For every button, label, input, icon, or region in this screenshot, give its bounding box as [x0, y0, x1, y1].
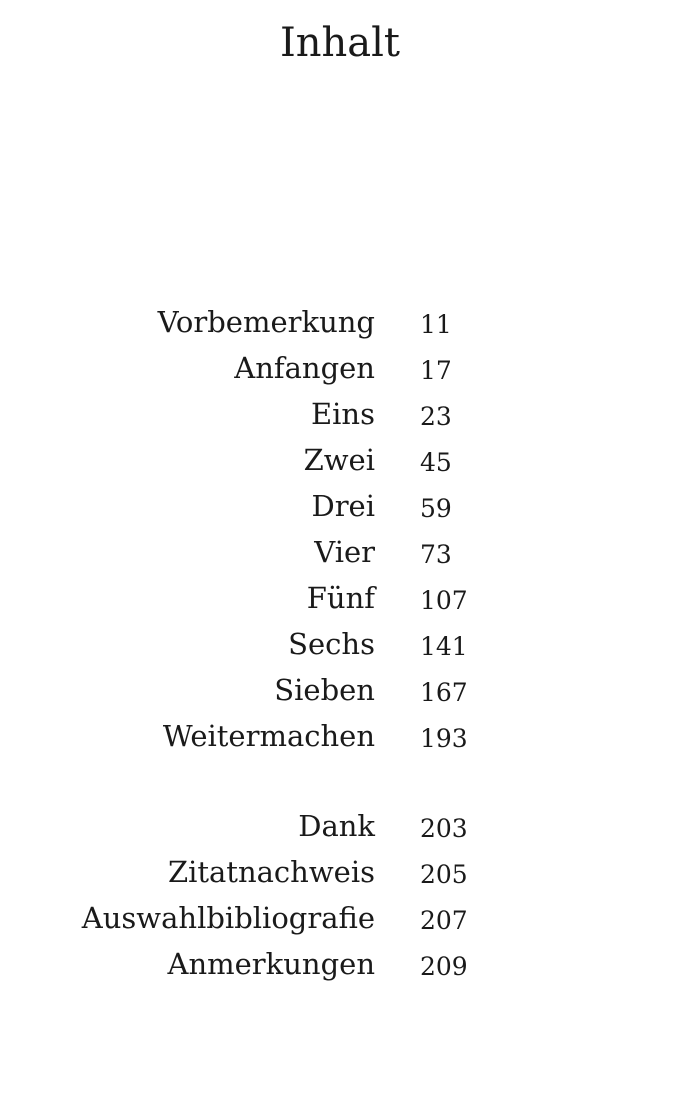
- toc-entry-page: 209: [420, 952, 468, 981]
- toc-entry-page: 17: [420, 356, 452, 385]
- toc-entry[interactable]: [0, 442, 680, 488]
- toc-entry[interactable]: [0, 534, 680, 580]
- toc-entry-page: 23: [420, 402, 452, 431]
- toc-entry-page: 11: [420, 310, 452, 339]
- toc-entry-label: Eins: [310, 397, 375, 431]
- toc-entry[interactable]: [0, 396, 680, 442]
- toc-entry[interactable]: [0, 854, 680, 900]
- toc-entry[interactable]: [0, 304, 680, 350]
- toc-entry[interactable]: [0, 672, 680, 718]
- toc-entry-page: 73: [420, 540, 452, 569]
- toc-entry-label: Zitatnachweis: [167, 855, 375, 889]
- toc-entry-page: 205: [420, 860, 468, 889]
- toc-entry[interactable]: [0, 808, 680, 854]
- toc-entry[interactable]: [0, 580, 680, 626]
- toc-entry[interactable]: [0, 718, 680, 764]
- toc-entry-page: 203: [420, 814, 468, 843]
- toc-entry-label: Drei: [311, 489, 375, 523]
- page-title: Inhalt: [279, 20, 401, 66]
- toc-entry-page: 141: [420, 632, 468, 661]
- toc-entry-label: Dank: [298, 809, 375, 843]
- toc-entry-label: Vorbemerkung: [157, 305, 375, 339]
- toc-entry-label: Anmerkungen: [167, 947, 375, 981]
- toc-entry-page: 193: [420, 724, 468, 753]
- toc-entry[interactable]: [0, 900, 680, 946]
- toc-entry[interactable]: [0, 350, 680, 396]
- toc-entry-label: Vier: [314, 535, 375, 569]
- toc-entry[interactable]: [0, 626, 680, 672]
- toc-entry-label: Auswahlbibliografie: [81, 901, 375, 935]
- toc-entry-page: 59: [420, 494, 452, 523]
- toc-entry-page: 45: [420, 448, 452, 477]
- toc-entry-page: 107: [420, 586, 468, 615]
- toc-entry-label: Fünf: [306, 581, 375, 615]
- toc-entry[interactable]: [0, 946, 680, 992]
- toc-entry-label: Weitermachen: [162, 719, 375, 753]
- toc-entry-label: Sechs: [288, 627, 375, 661]
- toc-entry-page: 167: [420, 678, 468, 707]
- toc-entry-page: 207: [420, 906, 468, 935]
- toc-entry-label: Anfangen: [234, 351, 375, 385]
- toc-entry-label: Sieben: [274, 673, 375, 707]
- toc-entry[interactable]: [0, 488, 680, 534]
- toc-entry-label: Zwei: [303, 443, 375, 477]
